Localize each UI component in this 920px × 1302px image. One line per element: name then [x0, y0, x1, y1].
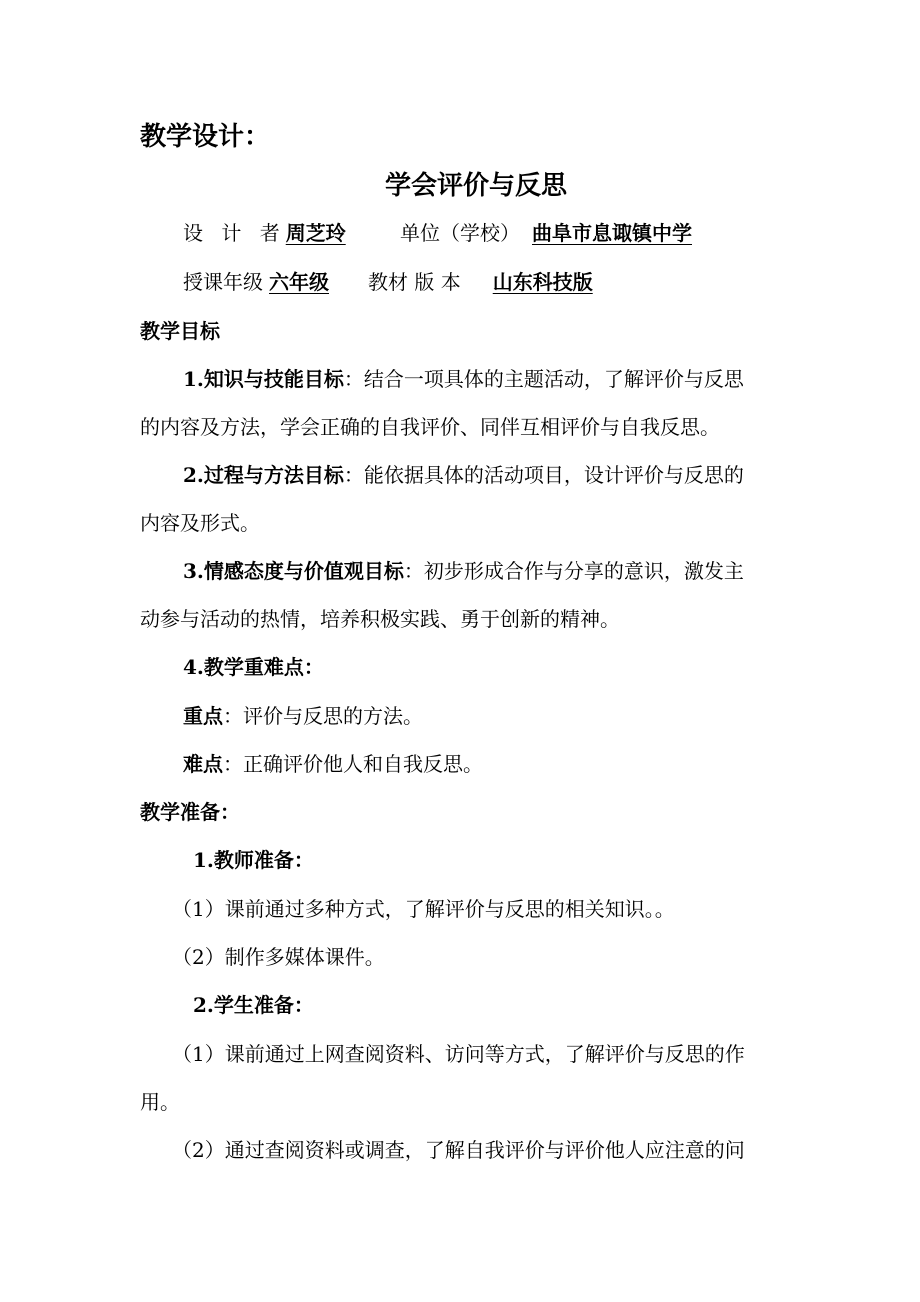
- objective-2-text: ：能依据具体的活动项目，设计评价与反思的: [343, 463, 744, 487]
- grade-value: 六年级: [269, 270, 329, 294]
- hard-point-text: ：正确评价他人和自我反思。: [223, 752, 483, 776]
- unit-row: [400, 220, 696, 246]
- objective-1-line2: 的内容及方法，学会正确的自我评价、同伴互相评价与自我反思。: [140, 415, 720, 439]
- objective-1-label: 1.知识与技能目标: [183, 367, 344, 391]
- doc-heading: 教学设计：: [140, 122, 271, 152]
- designer-label: 设 计 者: [183, 221, 286, 245]
- preparation-heading: 教学准备：: [140, 800, 240, 824]
- key-point-label: 重点: [183, 704, 223, 728]
- edition-label: 教材 版 本: [368, 270, 461, 294]
- objective-2-line1: [183, 462, 744, 488]
- key-point-text: ：评价与反思的方法。: [223, 704, 423, 728]
- unit-label: 单位（学校）: [400, 221, 520, 245]
- student-prep-item-1-line2: 用。: [140, 1090, 180, 1114]
- teacher-prep-item-1: （1）课前通过多种方式，了解评价与反思的相关知识。。: [172, 897, 675, 921]
- difficulty-heading: 4.教学重难点：: [183, 655, 324, 679]
- objective-2-label: 2.过程与方法目标: [183, 463, 344, 487]
- hard-point: [183, 751, 483, 777]
- designer-value: 周芝玲: [285, 221, 346, 245]
- key-point: [183, 703, 423, 729]
- hard-point-label: 难点: [183, 752, 223, 776]
- designer-row: [183, 220, 346, 246]
- objectives-heading: 教学目标: [140, 319, 220, 343]
- teacher-prep-item-2: （2）制作多媒体课件。: [172, 945, 385, 969]
- teacher-prep-heading: 1.教师准备：: [193, 848, 314, 872]
- unit-value: 曲阜市息诹镇中学: [532, 221, 692, 245]
- objective-3-line2: 动参与活动的热情，培养积极实践、勇于创新的精神。: [140, 607, 620, 631]
- edition-row: [368, 269, 603, 295]
- objective-3-label: 3.情感态度与价值观目标: [183, 559, 404, 583]
- objective-3-text: ：初步形成合作与分享的意识，激发主: [403, 559, 744, 583]
- page-title: 学会评价与反思: [385, 171, 568, 201]
- student-prep-item-2-line1: （2）通过查阅资料或调查，了解自我评价与评价他人应注意的问: [172, 1138, 745, 1162]
- objective-1-line1: [183, 366, 744, 392]
- objective-1-text: ：结合一项具体的主题活动，了解评价与反思: [343, 367, 744, 391]
- edition-value: 山东科技版: [492, 270, 593, 294]
- grade-row: [183, 269, 335, 295]
- student-prep-item-1-line1: （1）课前通过上网查阅资料、访问等方式，了解评价与反思的作: [172, 1042, 745, 1066]
- grade-label: 授课年级: [183, 270, 263, 294]
- objective-2-line2: 内容及形式。: [140, 511, 260, 535]
- objective-3-line1: [183, 558, 744, 584]
- student-prep-heading: 2.学生准备：: [193, 993, 314, 1017]
